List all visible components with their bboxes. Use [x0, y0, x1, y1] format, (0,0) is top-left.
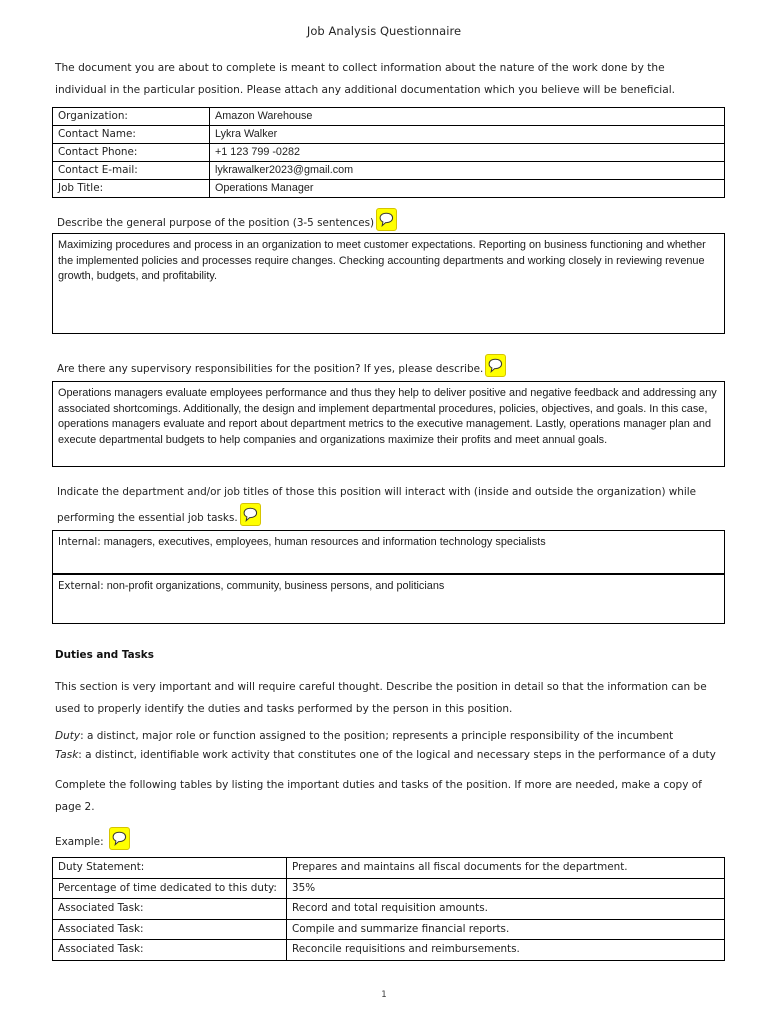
section-heading-duties-and-tasks: Duties and Tasks [55, 649, 154, 661]
field-value-organization[interactable]: Amazon Warehouse [210, 108, 725, 126]
table-row [53, 919, 725, 940]
intro-paragraph: The document you are about to complete is meant to collect information about the nature of the work done by the individual in the particular position. Please attach any additional documentation which you believe will be beneficial. [55, 62, 676, 96]
example-label: Example: [55, 836, 104, 848]
duty-term: Duty [55, 730, 81, 742]
field-value-job-title[interactable]: Operations Manager [210, 180, 725, 198]
row-label-associated-task-1: Associated Task: [53, 899, 287, 920]
page-number: 1 [381, 990, 387, 1000]
row-value-associated-task-1[interactable]: Record and total requisition amounts. [287, 899, 725, 920]
field-label-organization: Organization: [53, 108, 210, 126]
contact-information-table [52, 107, 725, 198]
task-definition-line [55, 746, 719, 765]
table-row [53, 180, 725, 198]
question-supervisory-text: Are there any supervisory responsibilities for the position? If yes, please describe. [57, 363, 484, 375]
table-row [53, 108, 725, 126]
task-term: Task [55, 749, 79, 761]
row-value-duty-statement[interactable]: Prepares and maintains all fiscal documents for the department. [287, 858, 725, 879]
answer-external-contacts[interactable] [52, 574, 725, 624]
task-definition-text: : a distinct, identifiable work activity that constitutes one of the logical and necessary steps in the performance of a duty [78, 749, 716, 761]
question-interaction-text: Indicate the department and/or job titles of those this position will interact with (inside and outside the organization) while performing the essential job tasks. [57, 486, 697, 524]
question-interaction [57, 482, 717, 529]
internal-label: Internal: [58, 537, 101, 548]
external-value[interactable]: non-profit organizations, community, business persons, and politicians [106, 580, 445, 592]
comment-bubble-icon[interactable] [485, 354, 506, 377]
table-row [53, 858, 725, 879]
example-duty-table [52, 857, 725, 961]
page-title: Job Analysis Questionnaire [306, 24, 462, 38]
comment-bubble-icon[interactable] [376, 208, 397, 231]
row-value-associated-task-3[interactable]: Reconcile requisitions and reimbursements. [287, 940, 725, 961]
row-label-associated-task-2: Associated Task: [53, 919, 287, 940]
row-value-percentage-of-time[interactable]: 35% [287, 878, 725, 899]
field-label-job-title: Job Title: [53, 180, 210, 198]
table-row [53, 162, 725, 180]
comment-bubble-icon[interactable] [109, 827, 130, 850]
comment-bubble-icon[interactable] [240, 503, 261, 526]
row-label-duty-statement: Duty Statement: [53, 858, 287, 879]
duties-paragraph-1: This section is very important and will require careful thought. Describe the position in detail so that the information can be used to properly identify the duties and tasks performed by the person in this position. [55, 681, 707, 715]
duties-paragraph-2: Complete the following tables by listing the important duties and tasks of the position. If more are needed, make a copy of page 2. [55, 779, 702, 813]
table-row [53, 899, 725, 920]
answer-internal-contacts[interactable] [52, 530, 725, 574]
row-label-associated-task-3: Associated Task: [53, 940, 287, 961]
table-row [53, 144, 725, 162]
question-general-purpose-text: Describe the general purpose of the position (3-5 sentences) [57, 217, 375, 229]
field-label-contact-name: Contact Name: [53, 126, 210, 144]
table-row [53, 940, 725, 961]
question-supervisory [57, 354, 722, 380]
field-label-contact-phone: Contact Phone: [53, 144, 210, 162]
field-value-contact-email[interactable]: lykrawalker2023@gmail.com [210, 162, 725, 180]
question-general-purpose [57, 208, 722, 234]
external-label: External: [58, 581, 104, 592]
field-value-contact-phone[interactable]: +1 123 799 -0282 [210, 144, 725, 162]
duty-definition-text: : a distinct, major role or function assigned to the position; represents a principle responsibility of the incumbent [80, 730, 674, 742]
answer-general-purpose[interactable]: Maximizing procedures and process in an organization to meet customer expectations. Reporting on business functioning and whether the implemented policies and processes require changes. Checking accounting departments and working closely in reviewing revenue growth, budgets, and profitability. [52, 233, 725, 334]
field-label-contact-email: Contact E-mail: [53, 162, 210, 180]
table-row [53, 878, 725, 899]
answer-supervisory[interactable]: Operations managers evaluate employees performance and thus they help to deliver positive and negative feedback and addressing any associated shortcomings. Additionally, the design and implement departmental procedures, policies, objectives, and goals. In this case, operations managers evaluate and report about department metrics to the executive management. Lastly, operations manager plan and execute departmental budgets to help companies and organizations maximize their profits and meet annual goals. [52, 381, 725, 467]
internal-value[interactable]: managers, executives, employees, human resources and information technology specialists [103, 536, 546, 548]
row-value-associated-task-2[interactable]: Compile and summarize financial reports. [287, 919, 725, 940]
table-row [53, 126, 725, 144]
row-label-percentage-of-time: Percentage of time dedicated to this duty: [53, 878, 287, 899]
example-label-row [55, 827, 720, 853]
field-value-contact-name[interactable]: Lykra Walker [210, 126, 725, 144]
duty-definition-line [55, 727, 719, 746]
